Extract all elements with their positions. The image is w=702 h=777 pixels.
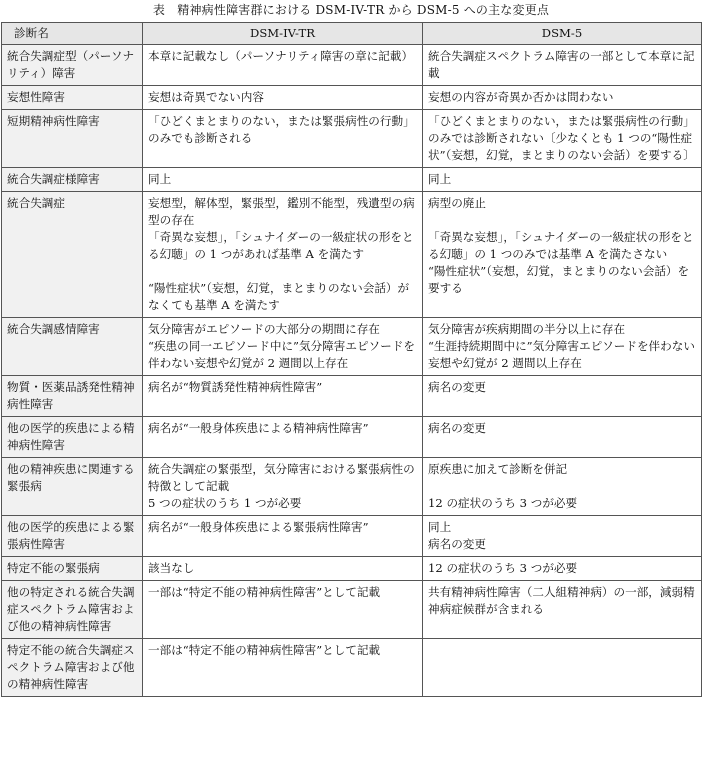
dsm-iv-tr-cell — [143, 581, 423, 639]
cell-text-line: 「ひどくまとまりのない，または緊張病性の行動」のみでは診断されない〔少なくとも 1 つの“陽性症状”（妄想，幻覚，まとまりのない会話）を要する〕 — [428, 114, 695, 162]
blank-line — [148, 263, 418, 280]
cell-text-line: 気分障害がエピソードの大部分の期間に存在 — [148, 322, 380, 336]
table-row — [2, 318, 702, 376]
dsm-iv-tr-cell — [143, 417, 423, 458]
dsm-5-cell — [423, 86, 702, 110]
table-row — [2, 86, 702, 110]
diagnosis-name-cell: 統合失調症様障害 — [2, 168, 143, 192]
cell-text-line: 本章に記載なし（パーソナリティ障害の章に記載） — [148, 49, 414, 63]
cell-text-line: 病名が“一般身体疾患による緊張病性障害” — [148, 520, 369, 534]
table-caption: 表 精神病性障害群における DSM-IV-TR から DSM-5 への主な変更点 — [152, 3, 550, 17]
cell-text-line: 同上 — [428, 520, 452, 534]
dsm-5-cell — [423, 639, 702, 697]
cell-text-line: 5 つの症状のうち 1 つが必要 — [148, 496, 302, 510]
diagnosis-name-cell: 特定不能の統合失調症スペクトラム障害および他の精神病性障害 — [2, 639, 143, 697]
header-dsm-iv-tr: DSM-IV-TR — [143, 23, 423, 45]
table-row — [2, 516, 702, 557]
diagnosis-name-cell: 統合失調症型（パーソナリティ）障害 — [2, 45, 143, 86]
cell-text-line: 該当なし — [148, 561, 195, 575]
cell-text-line: 統合失調症スペクトラム障害の一部として本章に記載 — [428, 49, 695, 80]
dsm-iv-tr-cell — [143, 192, 423, 318]
diagnosis-name-cell: 他の精神疾患に関連する緊張病 — [2, 458, 143, 516]
blank-line — [428, 212, 697, 229]
dsm-iv-tr-cell — [143, 110, 423, 168]
table-row — [2, 376, 702, 417]
table-row — [2, 168, 702, 192]
header-dsm-5: DSM-5 — [423, 23, 702, 45]
cell-text-line: 病型の廃止 — [428, 196, 486, 210]
cell-text-line: 「奇異な妄想」，「シュナイダーの一級症状の形をとる幻聴」の 1 つがあれば基準 A を満たす — [148, 230, 414, 261]
cell-text-line: 同上 — [148, 172, 172, 186]
cell-text-line: 「奇異な妄想」，「シュナイダーの一級症状の形をとる幻聴」の 1 つのみでは基準 A を満たさない — [428, 230, 694, 261]
diagnosis-name-cell: 短期精神病性障害 — [2, 110, 143, 168]
diagnosis-name-cell: 妄想性障害 — [2, 86, 143, 110]
table-row — [2, 110, 702, 168]
cell-text-line: 一部は“特定不能の精神病性障害”として記載 — [148, 585, 381, 599]
diagnosis-name-cell: 特定不能の緊張病 — [2, 557, 143, 581]
comparison-table — [1, 22, 702, 697]
dsm-iv-tr-cell — [143, 639, 423, 697]
table-row — [2, 458, 702, 516]
cell-text-line: 原疾患に加えて診断を併記 — [428, 462, 568, 476]
dsm-5-cell — [423, 318, 702, 376]
cell-text-line: 同上 — [428, 172, 452, 186]
dsm-5-cell — [423, 581, 702, 639]
dsm-iv-tr-cell — [143, 318, 423, 376]
dsm-5-cell — [423, 110, 702, 168]
cell-text-line: 病名が“物質誘発性精神病性障害” — [148, 380, 323, 394]
dsm-5-cell — [423, 376, 702, 417]
blank-line — [428, 478, 697, 495]
table-row — [2, 192, 702, 318]
blank-line — [428, 642, 697, 659]
cell-text-line: 病名の変更 — [428, 380, 486, 394]
cell-text-line: 病名が“一般身体疾患による精神病性障害” — [148, 421, 369, 435]
cell-text-line: 病名の変更 — [428, 421, 486, 435]
cell-text-line: “生涯持続期間中に”気分障害エピソードを伴わない妄想や幻覚が 2 週間以上存在 — [428, 339, 695, 370]
dsm-iv-tr-cell — [143, 516, 423, 557]
diagnosis-name-cell: 他の特定される統合失調症スペクトラム障害および他の精神病性障害 — [2, 581, 143, 639]
table-row — [2, 417, 702, 458]
cell-text-line: “疾患の同一エピソード中に”気分障害エピソードを伴わない妄想や幻覚が 2 週間以上存在 — [148, 339, 415, 370]
cell-text-line: 一部は“特定不能の精神病性障害”として記載 — [148, 643, 381, 657]
cell-text-line: 12 の症状のうち 3 つが必要 — [428, 496, 578, 510]
dsm-5-cell — [423, 417, 702, 458]
cell-text-line: 妄想型，解体型，緊張型，鑑別不能型，残遺型の病型の存在 — [148, 196, 415, 227]
table-body — [2, 45, 702, 697]
diagnosis-name-cell: 統合失調感情障害 — [2, 318, 143, 376]
dsm-iv-tr-cell — [143, 376, 423, 417]
cell-text-line: 統合失調症の緊張型，気分障害における緊張病性の特徴として記載 — [148, 462, 415, 493]
cell-text-line: 「ひどくまとまりのない，または緊張病性の行動」のみでも診断される — [148, 114, 415, 145]
diagnosis-name-cell: 他の医学的疾患による緊張病性障害 — [2, 516, 143, 557]
cell-text-line: 病名の変更 — [428, 537, 486, 551]
dsm-iv-tr-cell — [143, 168, 423, 192]
dsm-iv-tr-cell — [143, 86, 423, 110]
cell-text-line: “陽性症状”（妄想，幻覚，まとまりのない会話）を要する — [428, 264, 690, 295]
dsm-5-cell — [423, 192, 702, 318]
cell-text-line: 共有精神病性障害（二人組精神病）の一部，減弱精神病症候群が含まれる — [428, 585, 695, 616]
diagnosis-name-cell: 他の医学的疾患による精神病性障害 — [2, 417, 143, 458]
table-row — [2, 639, 702, 697]
table-header-row — [2, 23, 702, 45]
dsm-iv-tr-cell — [143, 458, 423, 516]
dsm-5-cell — [423, 557, 702, 581]
dsm-iv-tr-cell — [143, 45, 423, 86]
table-row — [2, 581, 702, 639]
cell-text-line: 気分障害が疾病期間の半分以上に存在 — [428, 322, 626, 336]
dsm-iv-tr-cell — [143, 557, 423, 581]
dsm-5-cell — [423, 168, 702, 192]
cell-text-line: 妄想は奇異でない内容 — [148, 90, 264, 104]
cell-text-line: “陽性症状”（妄想，幻覚，まとまりのない会話）がなくても基準 A を満たす — [148, 281, 410, 312]
dsm-5-cell — [423, 458, 702, 516]
table-row — [2, 45, 702, 86]
diagnosis-name-cell: 統合失調症 — [2, 192, 143, 318]
table-row — [2, 557, 702, 581]
header-diagnosis: 診断名 — [2, 23, 143, 45]
cell-text-line: 12 の症状のうち 3 つが必要 — [428, 561, 578, 575]
diagnosis-name-cell: 物質・医薬品誘発性精神病性障害 — [2, 376, 143, 417]
cell-text-line: 妄想の内容が奇異か否かは問わない — [428, 90, 614, 104]
dsm-5-cell — [423, 45, 702, 86]
dsm-5-cell — [423, 516, 702, 557]
